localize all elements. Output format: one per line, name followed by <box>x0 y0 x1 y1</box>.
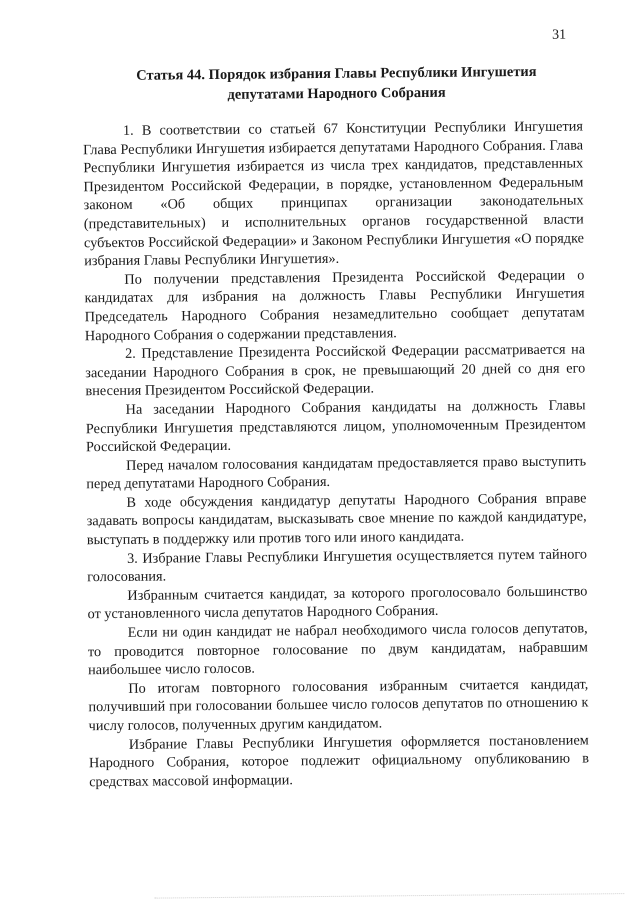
paragraph: По итогам повторного голосования избранным считается кандидат, получивший при голосовании большее число голосов депутатов по отношению к числу голосов, полученных другим кандидатом. <box>88 676 589 735</box>
paragraph: По получении представления Президента Российской Федерации о кандидатах для избрания на должность Главы Республики Ингушетия Председатель Народного Собрания незамедлительно сообщает депутатам Народного Собрания о содержании представления. <box>84 267 585 344</box>
paragraph: 1. В соответствии со статьей 67 Конституции Республики Ингушетия Глава Республики Ингушетия избирается депутатами Народного Собрания. Глава Республики Ингушетия избирается из числа трех кандидатов, представленных Президентом Российской Федерации, в порядке, установленном Федеральным законом «Об общих принципах организации законодательных (представительных) и исполнительных органов государственной власти субъектов Российской Федерации» и Законом Республики Ингушетия «О порядке избрания Главы Республики Ингушетия». <box>83 118 585 270</box>
paragraph: 2. Представление Президента Российской Федерации рассматривается на заседании Народного Собрания в срок, не превышающий 20 дней со дня его внесения Президентом Российской Федерации. <box>85 341 586 400</box>
paragraph: Перед началом голосования кандидатам предоставляется право выступить перед депутатами Народного Собрания. <box>86 453 587 493</box>
paragraph: На заседании Народного Собрания кандидаты на должность Главы Республики Ингушетия представляются лицом, уполномоченным Президентом Российской Федерации. <box>85 397 586 456</box>
article-title: Статья 44. Порядок избрания Главы Республики Ингушетия депутатами Народного Собрания <box>136 63 537 103</box>
page-number: 31 <box>551 27 567 43</box>
paragraph: Избрание Главы Республики Ингушетия оформляется постановлением Народного Собрания, которое подлежит официальному опубликованию в средствах массовой информации. <box>88 732 590 791</box>
scan-edge-line <box>154 893 624 900</box>
paragraph: 3. Избрание Главы Республики Ингушетия осуществляется путем тайного голосования. <box>87 546 588 586</box>
article-body <box>83 117 589 791</box>
paragraph: Избранным считается кандидат, за которого проголосовало большинство от установленного числа депутатов Народного Собрания. <box>87 583 588 623</box>
paragraph: Если ни один кандидат не набрал необходимого числа голосов депутатов, то проводится повторное голосование по двум кандидатам, набравшим наибольшее число голосов. <box>87 620 588 679</box>
paragraph: В ходе обсуждения кандидатур депутаты Народного Собрания вправе задавать вопросы кандидатам, высказывать свое мнение по каждой кандидатуре, выступать в поддержку или против того или иного кандидата. <box>86 490 587 549</box>
